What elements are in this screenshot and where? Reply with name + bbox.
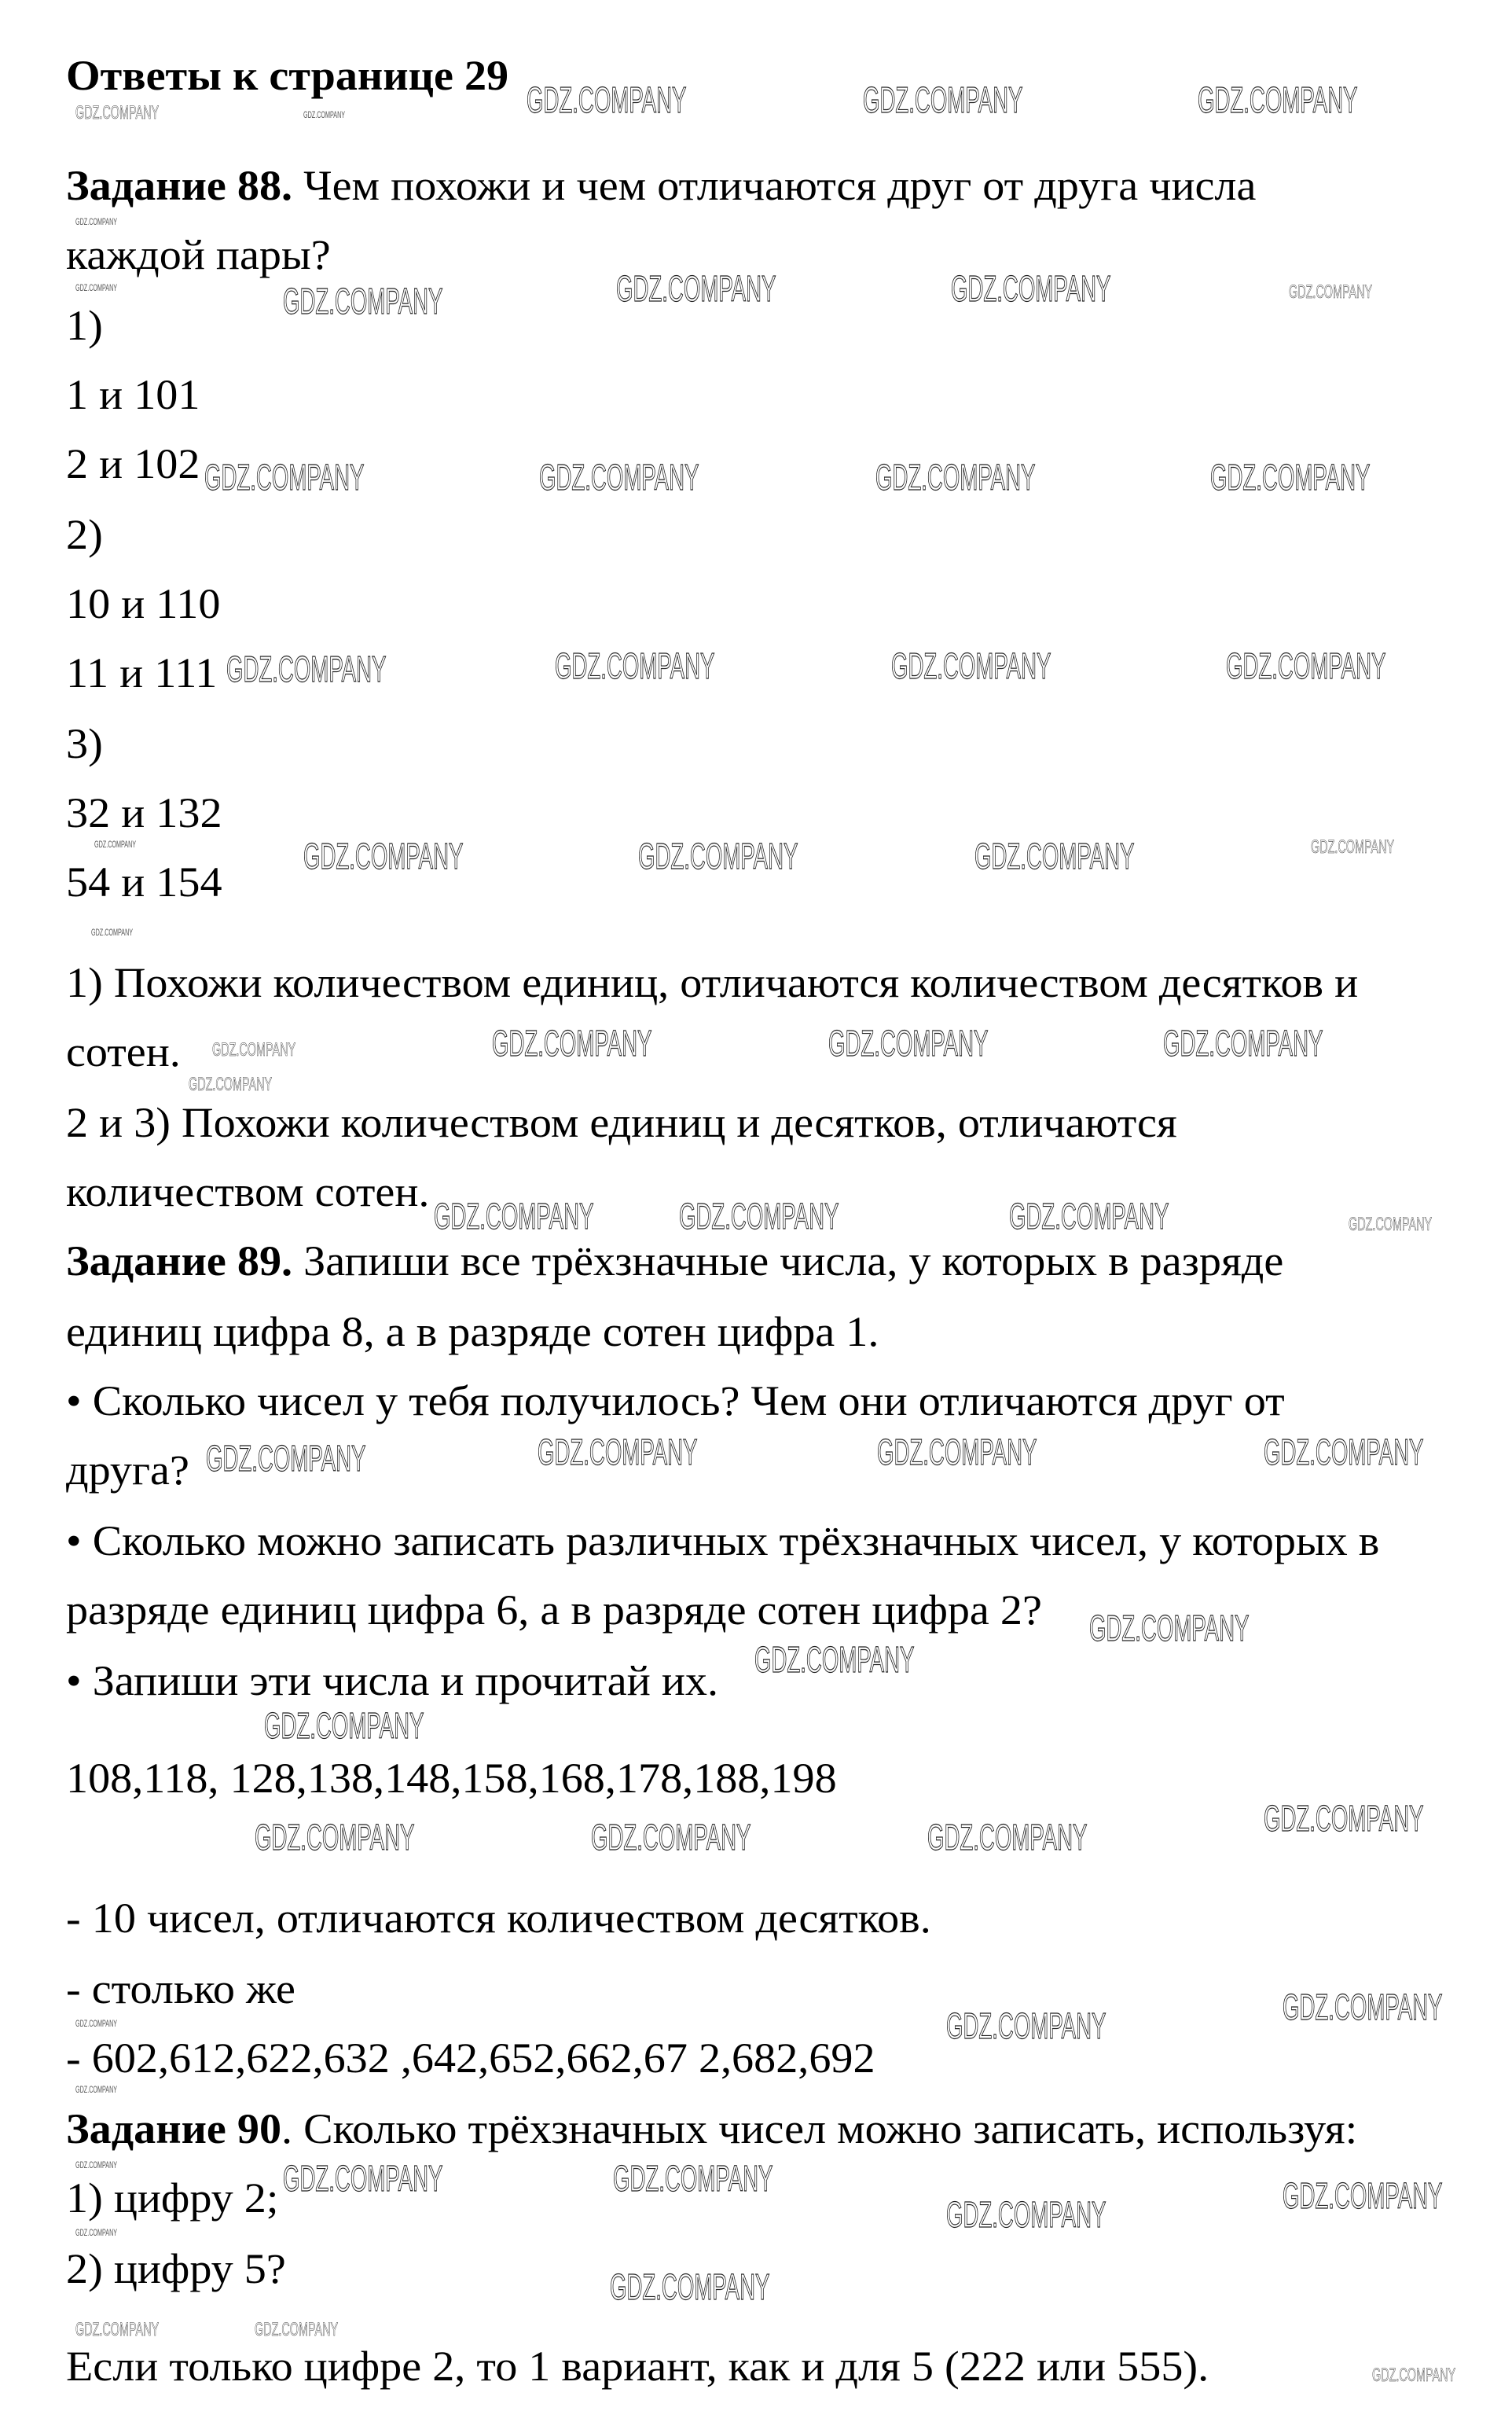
text-line [66,580,220,627]
watermark: GDZ.COMPANY [638,836,798,877]
watermark: GDZ.COMPANY [555,645,715,686]
text-line [66,440,200,487]
watermark: GDZ.COMPANY [75,2018,118,2029]
line-text: 108,118, 128,138,148,158,168,178,188,198 [66,1755,837,1802]
line-text: 1) Похожи количеством единиц, отличаются количеством десятков и [66,959,1359,1006]
text-line [66,1028,181,1075]
watermark: GDZ.COMPANY [1372,2365,1456,2386]
watermark: GDZ.COMPANY [1089,1608,1250,1648]
watermark: GDZ.COMPANY [1009,1196,1169,1237]
text-line [66,302,103,349]
text-line [66,1446,189,1494]
text-line [66,720,103,767]
line-text: 3) [66,720,103,767]
text-line [66,1895,931,1942]
watermark: GDZ.COMPANY [1283,2175,1443,2216]
watermark: GDZ.COMPANY [303,836,464,877]
watermark: GDZ.COMPANY [303,109,346,120]
watermark: GDZ.COMPANY [927,1817,1088,1858]
watermark: GDZ.COMPANY [264,1705,424,1746]
task-heading: Задание 90 [66,2105,282,2152]
line-text: 10 и 110 [66,580,221,627]
text-line [66,2034,875,2082]
text-line [66,1755,837,1802]
text-line [66,1657,718,1704]
watermark: GDZ.COMPANY [75,2084,118,2095]
watermark: GDZ.COMPANY [75,2319,160,2340]
line-text: 2 и 102 [66,440,200,487]
line-text: 2) [66,511,103,558]
text-line [66,649,217,696]
watermark: GDZ.COMPANY [255,1817,415,1858]
watermark: GDZ.COMPANY [539,457,699,498]
watermark: GDZ.COMPANY [492,1023,652,1064]
line-text: 1 и 101 [66,371,200,418]
watermark: GDZ.COMPANY [226,649,387,689]
line-text: 32 и 132 [66,789,222,836]
task-heading-line [66,162,1256,209]
line-text: Чем похожи и чем отличаются друг от друга числа [292,162,1257,209]
watermark: GDZ.COMPANY [434,1196,594,1237]
text-line [66,1377,1285,1424]
text-line [66,1586,1042,1634]
watermark: GDZ.COMPANY [1210,457,1371,498]
line-text: сотен. [66,1028,181,1075]
watermark: GDZ.COMPANY [1283,1986,1443,2027]
line-text: - столько же [66,1965,295,2012]
watermark: GDZ.COMPANY [1264,1798,1424,1839]
watermark: GDZ.COMPANY [1198,79,1358,120]
watermark: GDZ.COMPANY [974,836,1135,877]
line-text: 1) цифру 2; [66,2174,279,2222]
line-text: - 10 чисел, отличаются количеством десятков. [66,1895,931,1942]
line-text: • Сколько чисел у тебя получилось? Чем они отличаются друг от [66,1377,1285,1424]
watermark: GDZ.COMPANY [189,1074,273,1095]
watermark: GDZ.COMPANY [1289,281,1373,303]
text-line [66,1965,295,2012]
watermark: GDZ.COMPANY [613,2158,773,2199]
watermark: GDZ.COMPANY [946,2194,1106,2235]
text-line [66,2245,286,2292]
watermark: GDZ.COMPANY [1163,1023,1323,1064]
line-text: каждой пары? [66,231,331,278]
line-text: - 602,612,622,632 ,642,652,662,67 2,682,692 [66,2034,875,2082]
text-line [66,1168,429,1215]
watermark: GDZ.COMPANY [591,1817,751,1858]
text-line [66,1099,1177,1146]
watermark: GDZ.COMPANY [75,2227,118,2238]
watermark: GDZ.COMPANY [538,1432,698,1472]
text-line [66,789,222,836]
task-heading-line [66,52,508,99]
text-line [66,1308,879,1355]
line-text: 1) [66,302,103,349]
watermark: GDZ.COMPANY [75,282,118,293]
line-text: количеством сотен. [66,1168,430,1215]
text-line [66,959,1358,1006]
watermark: GDZ.COMPANY [527,79,687,120]
line-text: разряде единиц цифра 6, а в разряде сотен цифра 2? [66,1586,1042,1634]
text-line [66,2343,1209,2390]
watermark: GDZ.COMPANY [1349,1214,1433,1235]
text-line [66,231,331,278]
line-text: единиц цифра 8, а в разряде сотен цифра 1. [66,1308,879,1355]
task-heading: Задание 88. [66,162,293,209]
watermark: GDZ.COMPANY [1311,836,1395,858]
watermark: GDZ.COMPANY [863,79,1023,120]
text-line [66,1517,1379,1564]
text-line [66,511,103,558]
line-text: 2) цифру 5? [66,2245,286,2292]
text-line [66,371,200,418]
task-heading-line [66,2105,1357,2152]
watermark: GDZ.COMPANY [610,2266,770,2307]
watermark: GDZ.COMPANY [828,1023,989,1064]
task-heading-line [66,1237,1283,1285]
line-text: Если только цифре 2, то 1 вариант, как и для 5 (222 или 555). [66,2343,1209,2390]
watermark: GDZ.COMPANY [75,216,118,227]
watermark: GDZ.COMPANY [255,2319,339,2340]
text-line [66,2174,278,2222]
watermark: GDZ.COMPANY [875,457,1036,498]
line-text: 11 и 111 [66,649,218,696]
watermark: GDZ.COMPANY [951,268,1111,309]
line-text: • Запиши эти числа и прочитай их. [66,1657,719,1704]
watermark: GDZ.COMPANY [1264,1432,1424,1472]
watermark: GDZ.COMPANY [877,1432,1037,1472]
watermark: GDZ.COMPANY [75,2159,118,2170]
watermark: GDZ.COMPANY [754,1639,915,1680]
watermark: GDZ.COMPANY [283,281,443,322]
watermark: GDZ.COMPANY [94,839,137,850]
task-heading: Ответы к странице 29 [66,52,509,99]
watermark: GDZ.COMPANY [946,2005,1106,2046]
watermark: GDZ.COMPANY [75,102,160,123]
line-text: 54 и 154 [66,858,222,906]
text-line [66,858,222,906]
watermark: GDZ.COMPANY [616,268,776,309]
watermark: GDZ.COMPANY [91,927,134,938]
watermark: GDZ.COMPANY [212,1039,296,1060]
task-heading: Задание 89. [66,1237,293,1285]
watermark: GDZ.COMPANY [891,645,1051,686]
line-text: • Сколько можно записать различных трёхзначных чисел, у которых в [66,1517,1380,1564]
line-text: 2 и 3) Похожи количеством единиц и десятков, отличаются [66,1099,1177,1146]
watermark: GDZ.COMPANY [206,1438,366,1479]
line-text: . Сколько трёхзначных чисел можно записать, используя: [281,2105,1358,2152]
watermark: GDZ.COMPANY [283,2158,443,2199]
watermark: GDZ.COMPANY [1226,645,1386,686]
watermark: GDZ.COMPANY [679,1196,839,1237]
line-text: Запиши все трёхзначные числа, у которых в разряде [292,1237,1284,1285]
line-text: друга? [66,1446,189,1494]
watermark: GDZ.COMPANY [204,457,365,498]
